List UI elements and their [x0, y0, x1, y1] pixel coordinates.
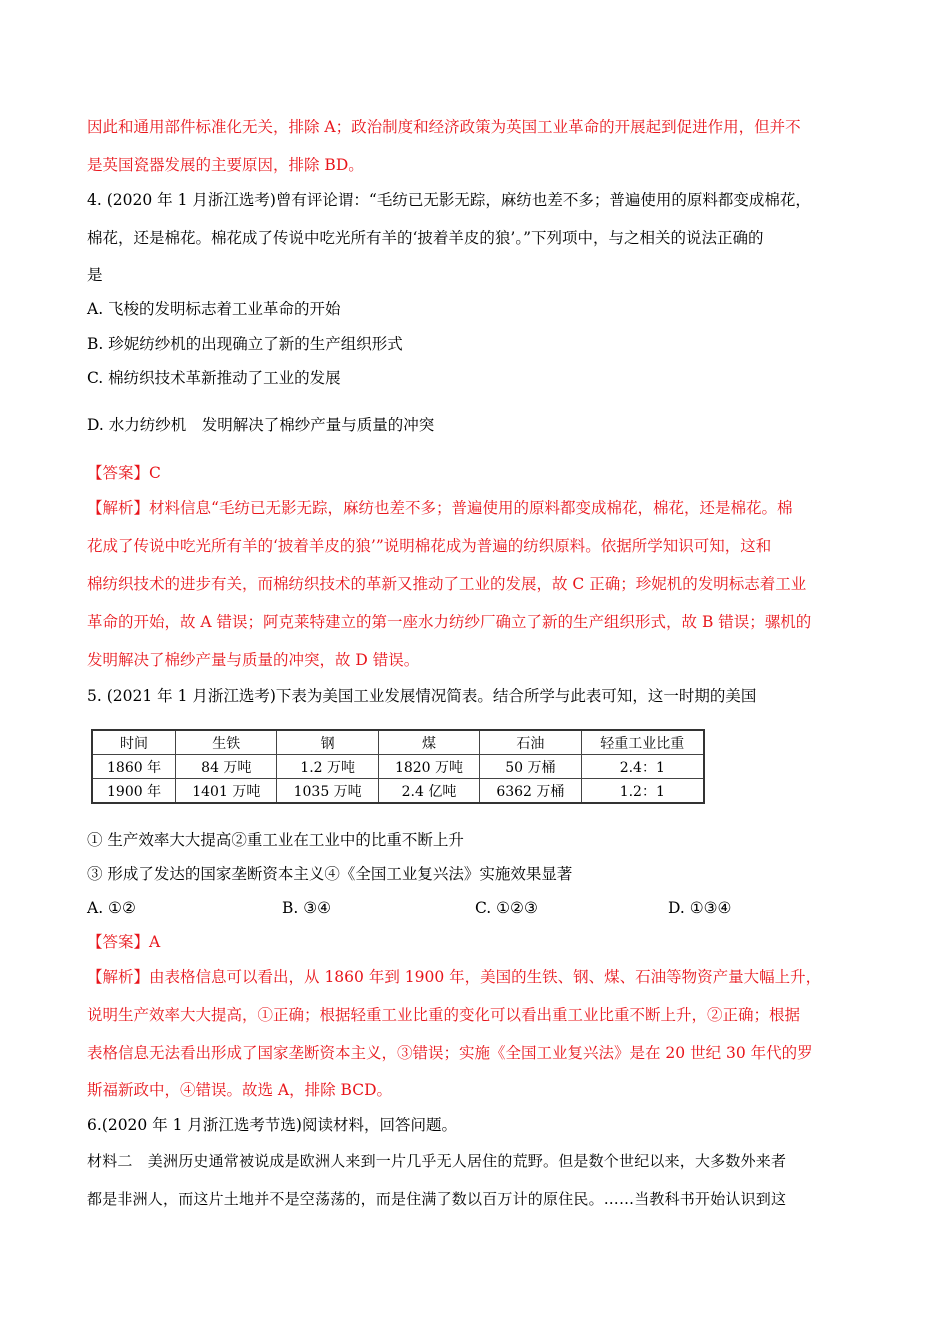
q5-statement-2: ③ 形成了发达的国家垄断资本主义④《全国工业复兴法》实施效果显著 — [87, 865, 573, 883]
table-header-cell: 煤 — [378, 730, 479, 755]
q4-analysis-tag: 【解析】 — [87, 499, 150, 517]
q5-answer — [87, 932, 160, 952]
table-cell: 50 万桶 — [480, 755, 581, 779]
q5-analysis-text-1: 由表格信息可以看出，从 1860 年到 1900 年，美国的生铁、钢、煤、石油等物资产量大幅上升， — [149, 968, 822, 986]
table-cell: 1900 年 — [92, 779, 176, 804]
q5-option-a: A. ①② — [87, 899, 136, 917]
q5-analysis-line-3: 表格信息无法看出形成了国家垄断资本主义，③错误；实施《全国工业复兴法》是在 20 世纪 30 年代的罗 — [87, 1044, 813, 1062]
table-cell: 1.2 万吨 — [277, 755, 378, 779]
table-row — [92, 779, 704, 804]
table-header-row — [92, 730, 704, 755]
q4-analysis-line-3: 棉纺织技术的进步有关，而棉纺织技术的革新又推动了工业的发展，故 C 正确；珍妮机的发明标志着工业 — [87, 575, 807, 593]
q5-answer-value: A — [149, 933, 161, 951]
q4-stem-line-2: 棉花，还是棉花。棉花成了传说中吃光所有羊的‘披着羊皮的狼’。”下列项中，与之相关的说法正确的 — [87, 229, 764, 247]
table-cell: 1820 万吨 — [378, 755, 479, 779]
q4-analysis-line-2: 花成了传说中吃光所有羊的‘披着羊皮的狼’”说明棉花成为普遍的纺织原料。依据所学知识可知，这和 — [87, 537, 772, 555]
q4-analysis-line-4: 革命的开始，故 A 错误；阿克莱特建立的第一座水力纺纱厂确立了新的生产组织形式，故 B 错误；骡机的 — [87, 613, 812, 631]
q5-analysis-tag: 【解析】 — [87, 968, 150, 986]
q5-analysis-line-2: 说明生产效率大大提高，①正确；根据轻重工业比重的变化可以看出重工业比重不断上升，②正确；根据 — [87, 1006, 801, 1024]
table-header-cell: 轻重工业比重 — [581, 730, 704, 755]
table-row — [92, 755, 704, 779]
q4-option-d: D. 水力纺纱机 发明解决了棉纱产量与质量的冲突 — [87, 416, 435, 434]
q4-analysis-text-1: 材料信息“毛纺已无影无踪，麻纺也差不多；普遍使用的原料都变成棉花，棉花，还是棉花。棉 — [149, 499, 793, 517]
q4-stem-line-1: 4. (2020 年 1 月浙江选考)曾有评论谓：“毛纺已无影无踪，麻纺也差不多；普遍使用的原料都变成棉花， — [87, 191, 811, 209]
table-cell: 1035 万吨 — [277, 779, 378, 804]
q6-material-line-1: 材料二 美洲历史通常被说成是欧洲人来到一片几乎无人居住的荒野。但是数个世纪以来，大多数外来者 — [87, 1152, 787, 1170]
table-cell: 84 万吨 — [176, 755, 277, 779]
q4-answer — [87, 463, 161, 483]
table-cell: 2.4 亿吨 — [378, 779, 479, 804]
q5-option-d: D. ①③④ — [668, 899, 732, 917]
q4-analysis-line-1 — [87, 498, 792, 518]
q5-analysis-line-4: 斯福新政中，④错误。故选 A，排除 BCD。 — [87, 1081, 393, 1099]
q6-stem: 6.(2020 年 1 月浙江选考节选)阅读材料，回答问题。 — [87, 1116, 457, 1134]
prev-analysis-line-2: 是英国瓷器发展的主要原因，排除 BD。 — [87, 156, 364, 174]
q5-option-c: C. ①②③ — [475, 899, 538, 917]
table-cell: 2.4：1 — [581, 755, 704, 779]
table-header-cell: 钢 — [277, 730, 378, 755]
us-industry-table — [91, 729, 705, 804]
table-cell: 1860 年 — [92, 755, 176, 779]
q4-option-a: A. 飞梭的发明标志着工业革命的开始 — [87, 300, 341, 318]
q5-analysis-line-1 — [87, 967, 821, 987]
q5-answer-tag: 【答案】 — [87, 933, 150, 951]
q5-option-b: B. ③④ — [282, 899, 332, 917]
table-cell: 1.2：1 — [581, 779, 704, 804]
q5-statement-1: ① 生产效率大大提高②重工业在工业中的比重不断上升 — [87, 831, 464, 849]
q4-answer-value: C — [149, 464, 161, 482]
table-cell: 6362 万桶 — [480, 779, 581, 804]
q4-analysis-line-5: 发明解决了棉纱产量与质量的冲突，故 D 错误。 — [87, 651, 420, 669]
q4-option-b: B. 珍妮纺纱机的出现确立了新的生产组织形式 — [87, 335, 403, 353]
table-header-cell: 石油 — [480, 730, 581, 755]
table-cell: 1401 万吨 — [176, 779, 277, 804]
q4-option-c: C. 棉纺织技术革新推动了工业的发展 — [87, 369, 341, 387]
q5-stem: 5. (2021 年 1 月浙江选考)下表为美国工业发展情况简表。结合所学与此表可知，这一时期的美国 — [87, 687, 757, 705]
q6-material-line-2: 都是非洲人，而这片土地并不是空荡荡的，而是住满了数以百万计的原住民。……当教科书开始认识到这 — [87, 1190, 787, 1208]
table-header-cell: 生铁 — [176, 730, 277, 755]
prev-analysis-line-1: 因此和通用部件标准化无关，排除 A；政治制度和经济政策为英国工业革命的开展起到促进作用，但并不 — [87, 118, 801, 136]
q4-stem-line-3: 是 — [87, 266, 103, 284]
q4-answer-tag: 【答案】 — [87, 464, 150, 482]
table-header-cell: 时间 — [92, 730, 176, 755]
